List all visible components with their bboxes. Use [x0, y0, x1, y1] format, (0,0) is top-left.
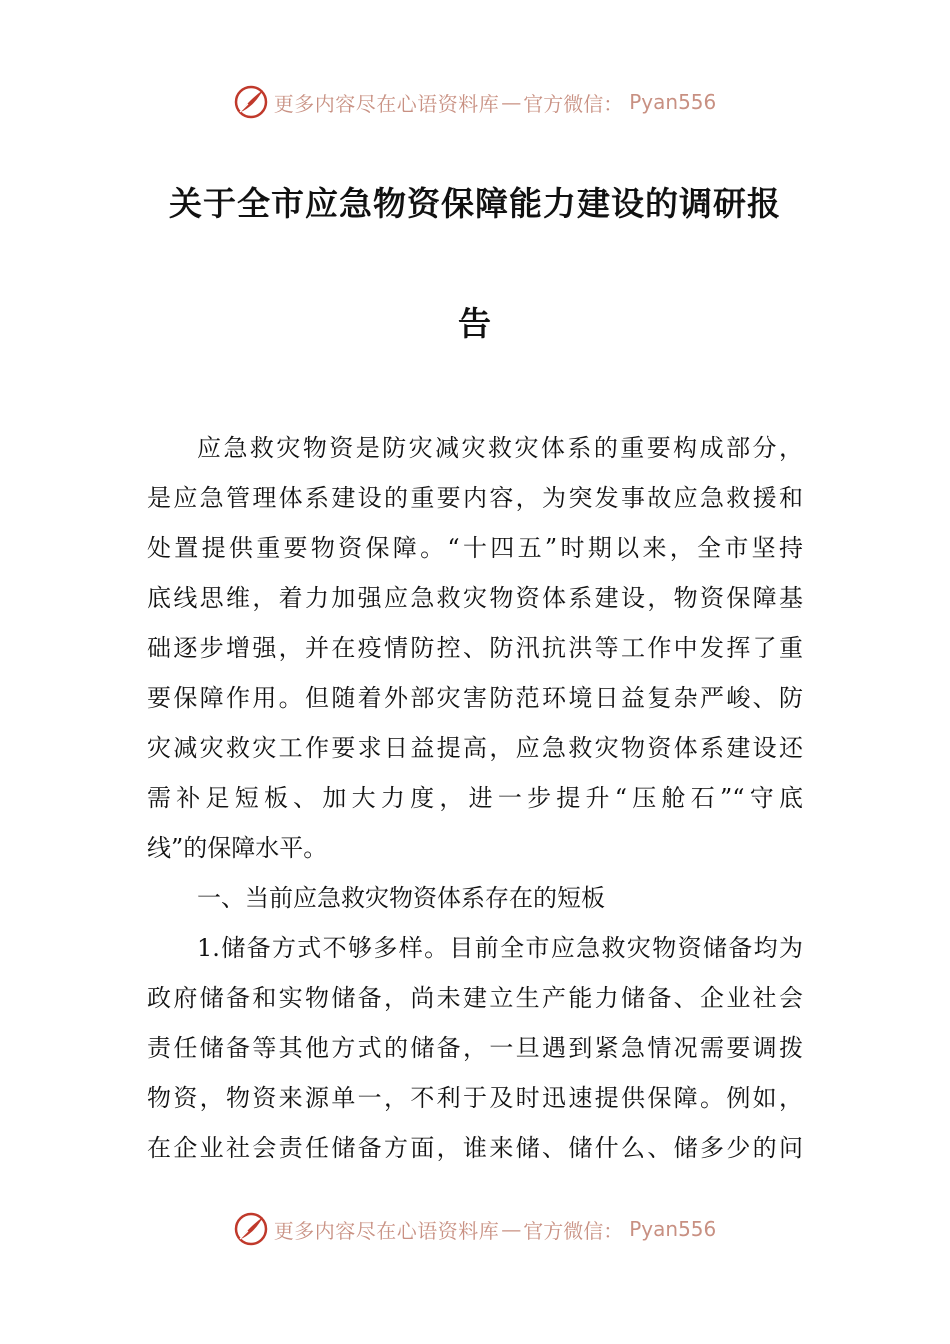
- body-line-1: 应急救灾物资是防灾减灾救灾体系的重要构成部分，: [197, 434, 803, 462]
- document-title-line-2: 告: [458, 304, 492, 343]
- body-line-14: 物资，物资来源单一，不利于及时迅速提供保障。例如，: [147, 1084, 803, 1112]
- body-line-15: 在企业社会责任储备方面，谁来储、储什么、储多少的问: [147, 1134, 803, 1162]
- banner-dash: —: [501, 1217, 522, 1241]
- banner-text: 更多内容尽在心语资料库: [273, 91, 500, 116]
- body-line-9: 线”的保障水平。: [147, 834, 328, 862]
- banner-wechat-label: 官方微信：: [523, 1218, 624, 1243]
- watermark-banner-top: [0, 82, 950, 122]
- section-heading-1: 一、当前应急救灾物资体系存在的短板: [197, 884, 605, 912]
- body-line-7: 灾减灾救灾工作要求日益提高，应急救灾物资体系建设还: [147, 734, 803, 762]
- quill-logo-icon: [234, 1212, 268, 1246]
- document-title-line-1: 关于全市应急物资保障能力建设的调研报: [169, 184, 781, 223]
- body-line-2: 是应急管理体系建设的重要内容，为突发事故应急救援和: [147, 484, 803, 512]
- body-line-13: 责任储备等其他方式的储备，一旦遇到紧急情况需要调拨: [147, 1034, 803, 1062]
- body-line-6: 要保障作用。但随着外部灾害防范环境日益复杂严峻、防: [147, 684, 803, 712]
- banner-text: 更多内容尽在心语资料库: [273, 1218, 500, 1243]
- body-line-12: 政府储备和实物储备，尚未建立生产能力储备、企业社会: [147, 984, 803, 1012]
- banner-wechat-id: Pyan556: [629, 1217, 717, 1241]
- body-line-5: 础逐步增强，并在疫情防控、防汛抗洪等工作中发挥了重: [147, 634, 803, 662]
- banner-wechat-label: 官方微信：: [523, 91, 624, 116]
- body-line-11: 1.储备方式不够多样。目前全市应急救灾物资储备均为: [197, 934, 803, 962]
- body-line-8: 需补足短板、加大力度，进一步提升“压舱石”“守底: [147, 784, 803, 812]
- quill-logo-icon: [234, 85, 268, 119]
- body-line-3: 处置提供重要物资保障。“十四五”时期以来，全市坚持: [147, 534, 803, 562]
- banner-dash: —: [501, 90, 522, 114]
- body-line-4: 底线思维，着力加强应急救灾物资体系建设，物资保障基: [147, 584, 803, 612]
- banner-wechat-id: Pyan556: [629, 90, 717, 114]
- watermark-banner-bottom: [0, 1209, 950, 1249]
